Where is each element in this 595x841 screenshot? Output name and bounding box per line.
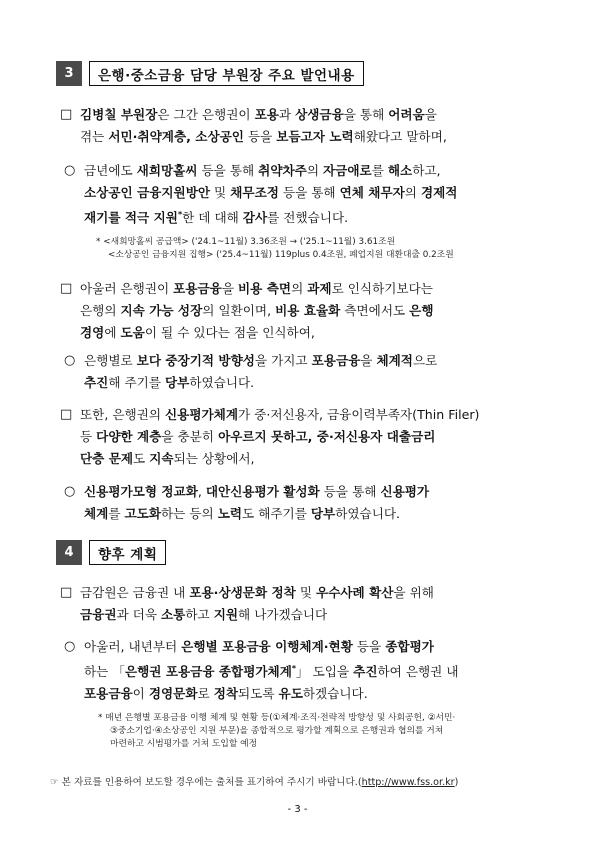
text-line — [84, 503, 540, 525]
emphasis-text: 체계 — [84, 506, 109, 521]
text-line — [80, 604, 540, 626]
emphasis-text: 지속 — [149, 451, 174, 466]
footnote — [96, 236, 540, 262]
text-run: 금감원은 금융권 내 — [80, 585, 190, 600]
citation-notice — [50, 774, 458, 788]
text-line — [80, 278, 540, 300]
text-run: 도 — [133, 451, 150, 466]
text-run: 을 가지고 — [254, 353, 312, 368]
emphasis-text: 아우르지 못하고, 중·저신용자 대출금리 — [218, 429, 436, 444]
emphasis-text: 보듬고자 노력 — [276, 129, 354, 144]
emphasis-text: 유도 — [278, 686, 303, 702]
text-run: 해 나가겠습니다 — [238, 607, 328, 622]
text-run: 아울러, 내년부터 — [84, 639, 182, 654]
emphasis-text: 우수사례 확산 — [316, 585, 394, 600]
text-run: 를 전했습니다. — [267, 210, 349, 226]
text-run: 은 그간 은행권이 — [157, 107, 255, 122]
text-run: 하고 — [185, 607, 214, 622]
text-line — [84, 204, 540, 229]
emphasis-text: 금융권 — [80, 607, 117, 622]
emphasis-text: 경제적 — [420, 185, 458, 200]
emphasis-text: 신용평가체계 — [165, 407, 239, 422]
circle-bullet: ○ — [64, 484, 76, 499]
emphasis-text: 지속 가능 성장 — [120, 303, 203, 318]
text-line — [80, 448, 540, 470]
footnote-line: <소상공인 금융지원 집행> ('25.4~11월) 119plus 0.4조원, 폐업지원 대환대출 0.2조원 — [108, 250, 454, 260]
footnote-line: ③중소기업·④소상공인 지원 부문)을 종합적으로 평가할 계획으로 은행권과 협의를 거쳐 — [110, 726, 444, 736]
text-run: * — [177, 210, 183, 219]
text-run: 하는 등의 — [161, 506, 218, 521]
text-run: 되도록 — [238, 686, 279, 702]
text-run: 하였습니다. — [189, 375, 255, 390]
emphasis-text: 은행 — [409, 303, 434, 318]
text-run: 이 될 수 있다는 점을 인식하여, — [144, 325, 315, 340]
text-run: 하였습니다. — [335, 506, 401, 521]
paragraph — [80, 104, 540, 148]
paragraph — [84, 636, 540, 705]
text-line — [80, 426, 540, 448]
emphasis-text: 대안신용평가 활성화 — [205, 484, 320, 499]
text-line — [80, 404, 540, 426]
square-bullet: □ — [60, 585, 73, 600]
circle-bullet: ○ — [64, 639, 76, 654]
text-run: 되는 상황에서, — [173, 451, 255, 466]
emphasis-text: 체계적 — [376, 353, 413, 368]
emphasis-text: 추진 — [353, 664, 378, 680]
emphasis-text: 연체 채무자 — [339, 185, 405, 200]
text-run: 은행별로 — [84, 353, 137, 368]
text-run: 을 — [221, 281, 239, 296]
text-run: 겪는 — [80, 129, 109, 144]
text-run: 이 — [132, 686, 149, 702]
text-run: 을 위해 — [393, 585, 434, 600]
text-line — [84, 658, 540, 683]
text-run: 한 데 대해 — [182, 210, 243, 226]
text-run: 을 — [424, 107, 437, 122]
section-number: 3 — [56, 61, 82, 86]
emphasis-text: 비용 측면 — [238, 281, 292, 296]
footnote-line: * 매년 은행별 포용금융 이행 체계 및 현황 등(①체계·조직·전략적 방향성 및 사회공헌, ②서민· — [98, 713, 456, 723]
paragraph — [80, 404, 540, 470]
footnote-line: 마련하고 시범평가를 거쳐 도입할 예정 — [110, 739, 258, 749]
footnote — [98, 712, 540, 751]
text-run: 로 인식하기보다는 — [331, 281, 433, 296]
text-run: 해 주기를 — [108, 375, 166, 390]
text-run: 측면에서도 — [340, 303, 410, 318]
emphasis-text: 자금애로 — [323, 163, 372, 178]
text-run: 의 — [306, 163, 324, 178]
fss-website-link[interactable]: http://www.fss.or.kr — [361, 777, 455, 788]
section-title: 향후 계획 — [89, 540, 166, 565]
text-run: 등을 통해 — [319, 484, 381, 499]
emphasis-text: 단층 문제 — [80, 451, 134, 466]
emphasis-text: 김병칠 부원장 — [80, 107, 158, 122]
text-line — [80, 300, 540, 322]
text-line — [80, 322, 540, 344]
section-title: 은행·중소금융 담당 부원장 주요 발언내용 — [89, 61, 364, 86]
text-run: 및 — [295, 585, 317, 600]
emphasis-text: 소상공인 금융지원방안 — [84, 185, 211, 200]
text-line — [84, 372, 540, 394]
emphasis-text: 재기를 적극 지원 — [84, 210, 178, 226]
text-line — [84, 182, 540, 204]
footnote-line: * <새희망홀씨 공급액> ('24.1~11월) 3.36조원 → ('25.1~11월) 3.61조원 — [96, 237, 396, 247]
emphasis-text: 당부 — [310, 506, 336, 521]
text-run: 을 — [360, 353, 377, 368]
section-3-header — [56, 61, 364, 86]
emphasis-text: 채무조정 — [230, 185, 279, 200]
emphasis-text: 종합평가 — [385, 639, 434, 654]
text-run: 하는 「 — [84, 664, 125, 680]
emphasis-text: 포용금융 — [311, 353, 361, 368]
square-bullet: □ — [60, 107, 73, 122]
text-run: 의 — [404, 185, 421, 200]
text-line — [84, 160, 540, 182]
text-run: 아울러 은행권이 — [80, 281, 174, 296]
emphasis-text: 지원 — [213, 607, 239, 622]
text-run: 으로 — [412, 353, 438, 368]
text-run: 를 — [371, 163, 388, 178]
text-run: 가 중·저신용자, 금융이력부족자(Thin Filer) — [238, 407, 480, 422]
text-run: 과 더욱 — [116, 607, 162, 622]
text-run: 과 — [278, 107, 296, 122]
emphasis-text: 은행별 포용금융 이행체계·현황 — [181, 639, 353, 654]
text-run: 하여 은행권 내 — [377, 664, 459, 680]
emphasis-text: 서민·취약계층, 소상공인 — [108, 129, 244, 144]
text-line — [80, 126, 540, 148]
emphasis-text: 당부 — [165, 375, 190, 390]
citation-text: ☞ 본 자료를 인용하여 보도할 경우에는 출처를 표기하여 주시기 바랍니다.( — [50, 777, 362, 788]
emphasis-text: 취약차주 — [258, 163, 307, 178]
text-run: 를 — [108, 506, 125, 521]
emphasis-text: 신용평가모형 정교화 — [84, 484, 198, 499]
emphasis-text: 신용평가 — [380, 484, 430, 499]
emphasis-text: 도움 — [120, 325, 145, 340]
section-number: 4 — [56, 540, 82, 565]
emphasis-text: 포용 — [254, 107, 279, 122]
text-run: 을 통해 — [343, 107, 389, 122]
text-line — [84, 683, 540, 705]
text-run: 등을 통해 — [278, 185, 340, 200]
emphasis-text: 노력 — [217, 506, 243, 521]
text-run: 금년에도 — [84, 163, 137, 178]
emphasis-text: 은행권 포용금융 종합평가체계 — [124, 664, 292, 680]
square-bullet: □ — [60, 281, 73, 296]
emphasis-text: 포용금융 — [173, 281, 222, 296]
page-number: - 3 - — [287, 804, 308, 815]
emphasis-text: 어려움 — [388, 107, 425, 122]
text-line — [84, 481, 540, 503]
paragraph — [84, 350, 540, 394]
emphasis-text: 포용금융 — [84, 686, 133, 702]
text-run: 등 — [80, 429, 97, 444]
text-run: 하겠습니다. — [302, 686, 368, 702]
paragraph — [80, 582, 540, 626]
circle-bullet: ○ — [64, 163, 76, 178]
text-run: * — [291, 664, 297, 673]
emphasis-text: 해소 — [387, 163, 413, 178]
emphasis-text: 다양한 계층 — [96, 429, 162, 444]
square-bullet: □ — [60, 407, 73, 422]
text-run: 등을 — [352, 639, 386, 654]
text-run: 등을 — [243, 129, 277, 144]
text-run: 하고, — [412, 163, 441, 178]
text-line — [80, 582, 540, 604]
paragraph — [84, 481, 540, 525]
text-run: 의 — [291, 281, 308, 296]
emphasis-text: 추진 — [84, 375, 109, 390]
citation-text-end: ) — [454, 777, 459, 788]
emphasis-text: 포용·상생문화 정착 — [189, 585, 296, 600]
emphasis-text: 소통 — [161, 607, 186, 622]
text-run: 등을 통해 — [197, 163, 259, 178]
emphasis-text: 과제 — [307, 281, 332, 296]
text-line — [80, 104, 540, 126]
text-line — [84, 350, 540, 372]
text-run: 」 도입을 — [296, 664, 354, 680]
circle-bullet: ○ — [64, 353, 76, 368]
text-run: , — [197, 484, 206, 499]
emphasis-text: 경영 — [80, 325, 105, 340]
emphasis-text: 경영문화 — [148, 686, 198, 702]
text-run: 은행의 — [80, 303, 121, 318]
text-run: 및 — [210, 185, 231, 200]
text-run: 로 — [197, 686, 214, 702]
emphasis-text: 감사 — [242, 210, 268, 226]
emphasis-text: 비용 효율화 — [275, 303, 341, 318]
text-run: 의 일환이며, — [202, 303, 276, 318]
text-run: 을 충분히 — [161, 429, 219, 444]
emphasis-text: 상생금융 — [295, 107, 344, 122]
text-run: 에 — [104, 325, 121, 340]
emphasis-text: 새희망홀씨 — [136, 163, 198, 178]
text-line — [84, 636, 540, 658]
paragraph — [80, 278, 540, 344]
paragraph — [84, 160, 540, 229]
emphasis-text: 보다 중장기적 방향성 — [136, 353, 255, 368]
section-4-header — [56, 540, 166, 565]
emphasis-text: 정착 — [213, 686, 239, 702]
emphasis-text: 고도화 — [124, 506, 162, 521]
text-run: 도 해주기를 — [242, 506, 311, 521]
text-run: 또한, 은행권의 — [80, 407, 166, 422]
text-run: 해왔다고 말하며, — [353, 129, 447, 144]
